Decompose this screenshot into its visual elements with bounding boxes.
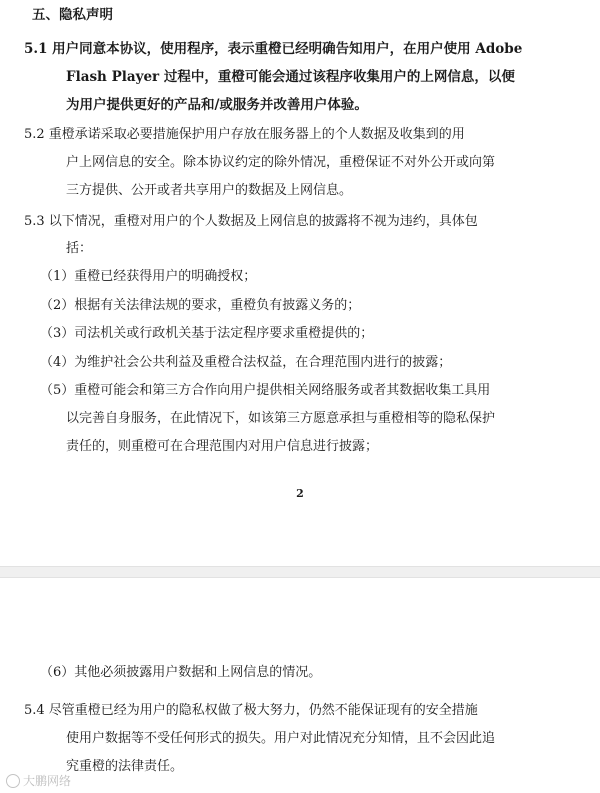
watermark: [6, 772, 71, 789]
document-page-2: [0, 578, 600, 793]
clause-5-4-line-3: 究重橙的法律责任。: [66, 759, 184, 774]
clause-5-4-line-1: 5.4 尽管重橙已经为用户的隐私权做了极大努力，仍然不能保证现有的安全措施: [24, 703, 478, 718]
clause-5-3-line-1: 5.3 以下情况，重橙对用户的个人数据及上网信息的披露将不视为违约，具体包: [24, 214, 478, 229]
clause-5-1-line-3: 为用户提供更好的产品和/或服务并改善用户体验。: [66, 97, 368, 113]
watermark-text: 大鹏网络: [23, 774, 72, 788]
clause-5-3-line-2: 括：: [66, 241, 93, 256]
weibo-watermark-icon: [6, 774, 20, 788]
clause-5-1-line-1: 5.1 用户同意本协议，使用程序，表示重橙已经明确告知用户，在用户使用 Adobe: [24, 41, 523, 57]
list-item-5-line-2: 以完善自身服务，在此情况下，如该第三方愿意承担与重橙相等的隐私保护: [66, 411, 496, 426]
page-number: 2: [296, 487, 304, 500]
page-separator: [0, 566, 600, 578]
section-heading: 五、隐私声明: [32, 7, 113, 23]
clause-5-2-line-3: 三方提供、公开或者共享用户的数据及上网信息。: [66, 183, 353, 198]
list-item-6: （6）其他必须披露用户数据和上网信息的情况。: [40, 665, 322, 680]
list-item-1: （1）重橙已经获得用户的明确授权；: [40, 269, 257, 284]
clause-5-2-line-1: 5.2 重橙承诺采取必要措施保护用户存放在服务器上的个人数据及收集到的用: [24, 127, 465, 142]
clause-5-2-line-2: 户上网信息的安全。除本协议约定的除外情况，重橙保证不对外公开或向第: [66, 155, 496, 170]
clause-5-4-line-2: 使用户数据等不受任何形式的损失。用户对此情况充分知情，且不会因此追: [66, 731, 496, 746]
list-item-2: （2）根据有关法律法规的要求，重橙负有披露义务的；: [40, 298, 361, 313]
list-item-4: （4）为维护社会公共利益及重橙合法权益，在合理范围内进行的披露；: [40, 355, 452, 370]
list-item-3: （3）司法机关或行政机关基于法定程序要求重橙提供的；: [40, 326, 374, 341]
list-item-5-line-1: （5）重橙可能会和第三方合作向用户提供相关网络服务或者其数据收集工具用: [40, 383, 491, 398]
clause-5-1-line-2: Flash Player 过程中，重橙可能会通过该程序收集用户的上网信息，以便: [66, 69, 515, 85]
list-item-5-line-3: 责任的，则重橙可在合理范围内对用户信息进行披露；: [66, 439, 379, 454]
